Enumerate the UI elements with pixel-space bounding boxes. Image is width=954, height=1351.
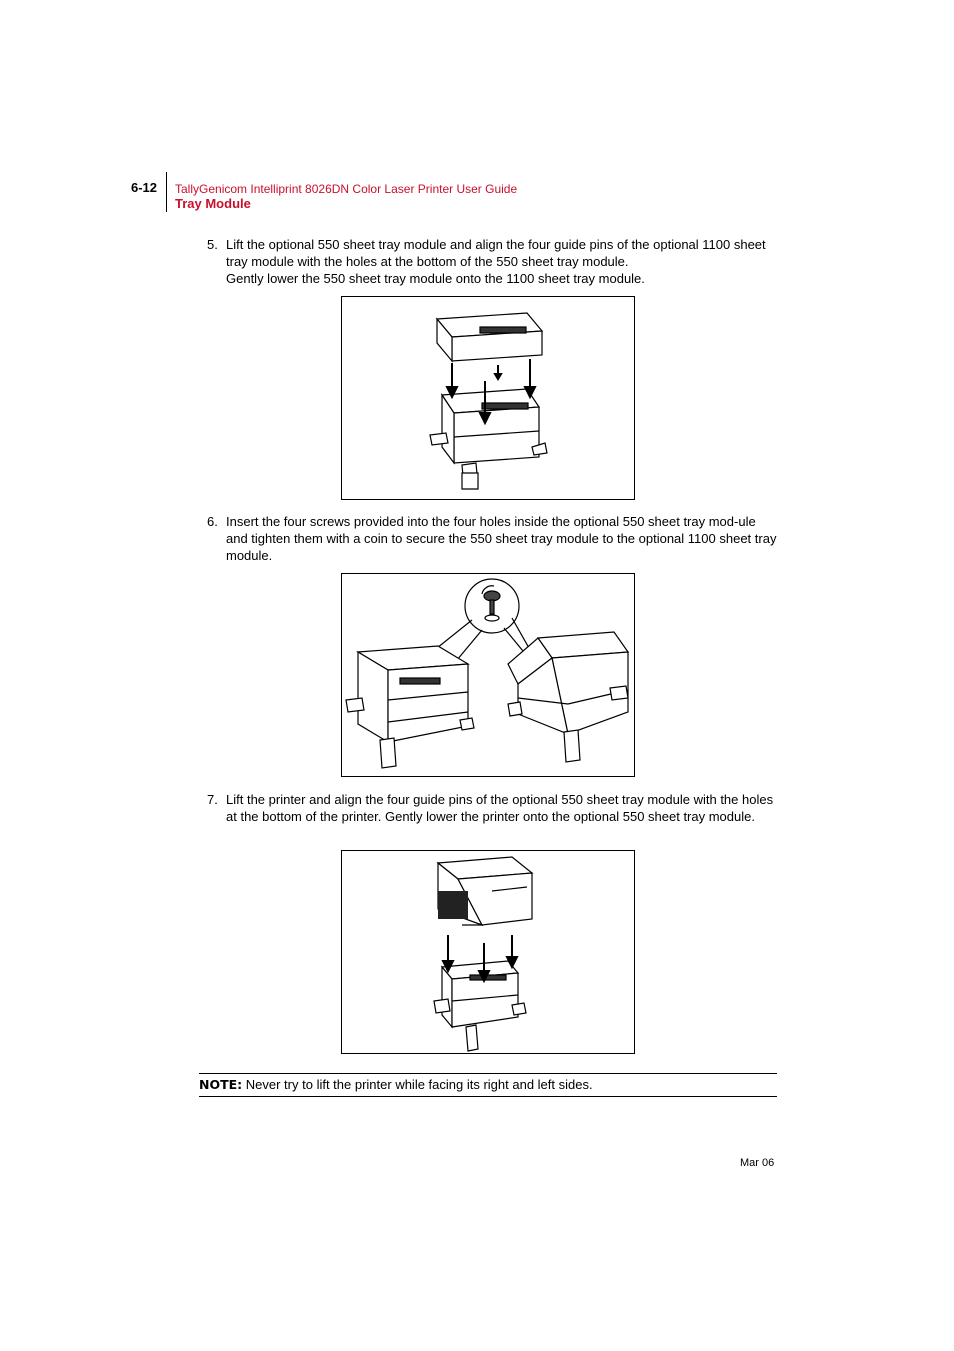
figure-insert-screws <box>341 573 635 777</box>
footer-date: Mar 06 <box>740 1157 775 1169</box>
document-title: TallyGenicom Intelliprint 8026DN Color Laser Printer User Guide <box>175 182 518 196</box>
step-text: Insert the four screws provided into the four holes inside the optional 550 sheet tray mod-ule and tighten them with a coin to secure the 550 sheet tray module to the optional 1100 sheet tray module. <box>226 514 777 563</box>
header-divider <box>166 172 167 212</box>
step-number: 6. <box>207 514 218 529</box>
step-number: 5. <box>207 237 218 252</box>
screw-insertion-illustration <box>342 574 634 776</box>
step-7 <box>207 791 777 825</box>
figure-lower-printer <box>341 850 635 1054</box>
tray-stack-illustration <box>342 297 634 499</box>
note-text: Never try to lift the printer while facing its right and left sides. <box>242 1077 593 1092</box>
step-6 <box>207 513 777 564</box>
step-text: Lift the printer and align the four guide pins of the optional 550 sheet tray module with the holes at the bottom of the printer. Gently lower the printer onto the optional 550 sheet tray module. <box>226 792 774 824</box>
note-label: NOTE: <box>199 1077 243 1092</box>
printer-stack-illustration <box>342 851 634 1053</box>
step-text: Lift the optional 550 sheet tray module and align the four guide pins of the optional 1100 sheet tray module with the holes at the bottom of the 550 sheet tray module. <box>226 237 766 269</box>
note-box <box>199 1073 777 1097</box>
section-title: Tray Module <box>175 196 251 211</box>
step-text-continued: Gently lower the 550 sheet tray module onto the 1100 sheet tray module. <box>226 271 645 286</box>
figure-stack-550-on-1100 <box>341 296 635 500</box>
page-number: 6-12 <box>131 180 158 195</box>
step-5 <box>207 236 777 287</box>
step-number: 7. <box>207 792 218 807</box>
